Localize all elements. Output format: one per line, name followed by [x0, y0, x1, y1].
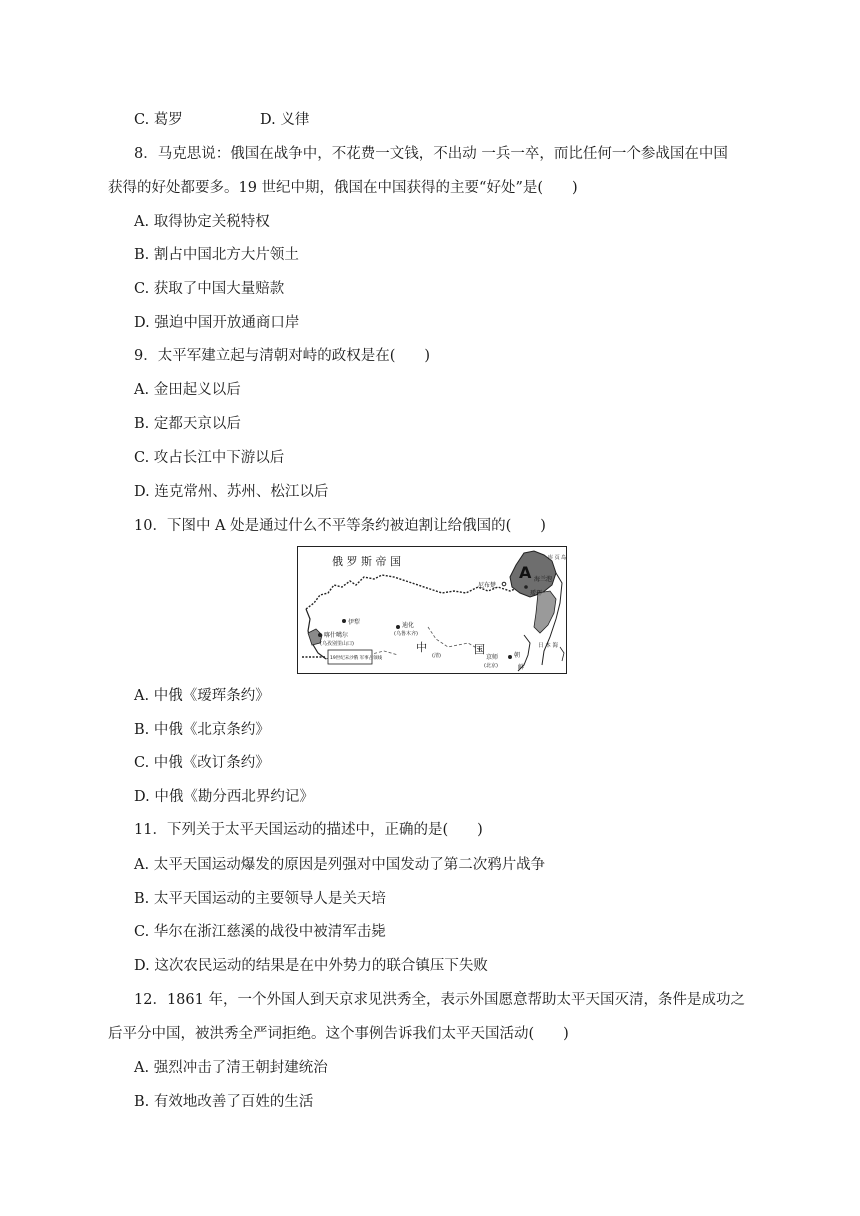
q8-option-b: B. 割占中国北方大片领土: [134, 247, 299, 263]
map-label-a: A: [519, 563, 532, 582]
q9-option-b: B. 定都天京以后: [134, 416, 241, 432]
map-label-aihui: 瑷珲: [530, 590, 543, 597]
map-label-kashgar: 喀什噶尔: [324, 632, 349, 639]
q9-option-c: C. 攻占长江中下游以后: [134, 450, 285, 466]
q8-option-d: D. 强迫中国开放通商口岸: [134, 315, 300, 331]
beijing-marker: [508, 655, 512, 659]
map-label-beijing-sub: (北京): [484, 663, 498, 669]
q7-option-c: C. 葛罗: [134, 112, 183, 128]
map-title: 俄 罗 斯 帝 国: [332, 555, 401, 568]
q12-option-b: B. 有效地改善了百姓的生活: [134, 1094, 314, 1110]
map-label-dihua: 迪化: [402, 622, 415, 629]
q11-option-a: A. 太平天国运动爆发的原因是列强对中国发动了第二次鸦片战争: [134, 857, 546, 873]
aihui-marker: [524, 585, 528, 589]
map-legend-text: 19世纪末沙俄 军事占领线: [330, 656, 383, 661]
map-label-yili: 伊犁: [348, 619, 361, 626]
q11-option-c: C. 华尔在浙江慈溪的战役中被清军击毙: [134, 924, 386, 940]
map-label-jingshi: 京师: [486, 654, 499, 661]
map-label-nerchinsk: 尼布楚: [478, 582, 497, 589]
q8-stem-line1: 8．马克思说：俄国在战争中，不花费一文钱，不出动 一兵一卒，而比任何一个参战国在中国: [134, 146, 728, 162]
dihua-marker: [396, 625, 400, 629]
map-label-kashgar-sub: (乌孜别里山口): [320, 641, 354, 647]
q10-stem: 10．下图中 A 处是通过什么不平等条约被迫割让给俄国的( ): [134, 518, 546, 534]
q9-option-d: D. 连克常州、苏州、松江以后: [134, 484, 329, 500]
q11-stem: 11．下列关于太平天国运动的描述中，正确的是( ): [134, 822, 483, 838]
map-label-chao: 朝: [514, 652, 521, 659]
island: [560, 647, 564, 661]
q7-option-d: D. 义律: [260, 112, 310, 128]
q9-option-a: A. 金田起义以后: [134, 382, 241, 398]
map-label-zhong: 中: [416, 641, 427, 654]
map-label-sea-ne: 库 页 岛: [548, 555, 566, 561]
q10-option-b: B. 中俄《北京条约》: [134, 722, 270, 738]
nerchinsk-marker: [502, 582, 506, 586]
q11-option-b: B. 太平天国运动的主要领导人是关天培: [134, 891, 386, 907]
q12-stem-line2: 后平分中国，被洪秀全严词拒绝。这个事例告诉我们太平天国活动( ): [108, 1026, 569, 1042]
border-line: [306, 575, 520, 609]
q12-option-a: A. 强烈冲击了清王朝封建统治: [134, 1060, 328, 1076]
q9-stem: 9．太平军建立起与清朝对峙的政权是在( ): [134, 348, 431, 364]
yili-marker: [342, 619, 346, 623]
map-label-xian: 鲜: [518, 664, 525, 671]
territory-east-area: [534, 591, 556, 633]
q8-option-c: C. 获取了中国大量赔款: [134, 281, 285, 297]
q10-map: [297, 546, 567, 674]
q12-stem-line1: 12．1861 年，一个外国人到天京求见洪秀全，表示外国愿意帮助太平天国灭清，条件是成功之: [134, 992, 745, 1008]
q8-option-a: A. 取得协定关税特权: [134, 214, 270, 230]
map-label-riben: 日 本 海: [538, 643, 558, 649]
q10-option-a: A. 中俄《瑷珲条约》: [134, 688, 270, 704]
kashgar-marker: [318, 633, 322, 637]
q11-option-d: D. 这次农民运动的结果是在中外势力的联合镇压下失败: [134, 958, 488, 974]
map-label-guo: 国: [474, 643, 485, 656]
q10-option-d: D. 中俄《勘分西北界约记》: [134, 789, 314, 805]
q8-stem-line2: 获得的好处都要多。19 世纪中期，俄国在中国获得的主要“好处”是( ): [108, 180, 578, 196]
q10-option-c: C. 中俄《改订条约》: [134, 755, 270, 771]
map-label-dihua-sub: (乌鲁木齐): [394, 631, 418, 637]
map-label-heilanpao: 海兰泡: [534, 576, 553, 583]
map-label-qing: (清): [432, 653, 441, 659]
